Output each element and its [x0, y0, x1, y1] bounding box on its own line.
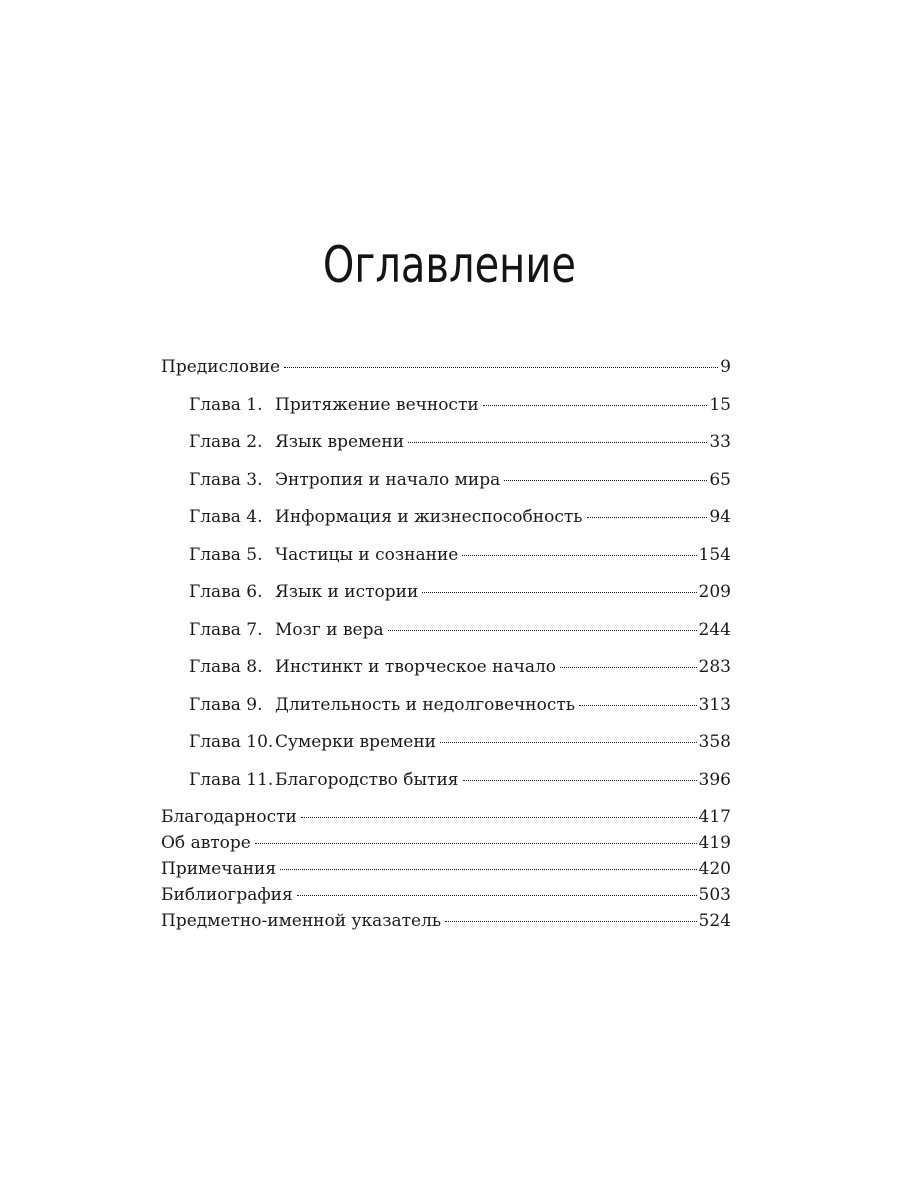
toc-entry-chapter-9[interactable] [189, 694, 731, 716]
toc-page-number: 283 [698, 657, 731, 677]
toc-entry-chapter-3[interactable] [189, 469, 731, 491]
chapter-label: Глава 5. [189, 545, 263, 565]
chapter-title: Мозг и вера [275, 620, 384, 640]
toc-page-number: 313 [698, 695, 731, 715]
chapter-title: Инстинкт и творческое начало [275, 657, 557, 677]
toc-page-number: 417 [698, 807, 731, 827]
chapter-title: Благородство бытия [275, 770, 459, 790]
dot-leader [422, 591, 696, 593]
toc-page-number: 396 [698, 770, 731, 790]
toc-page-number: 154 [698, 545, 731, 565]
dot-leader [462, 554, 696, 556]
toc-entry-preface[interactable] [161, 356, 731, 378]
dot-leader [445, 920, 696, 922]
toc-entry-text: Об авторе [161, 833, 251, 853]
toc-entry-chapter-7[interactable] [189, 619, 731, 641]
dot-leader [297, 894, 697, 896]
chapter-title: Притяжение вечности [275, 395, 479, 415]
toc-page-number: 65 [709, 470, 731, 490]
dot-leader [483, 404, 708, 406]
toc-page-number: 419 [698, 833, 731, 853]
dot-leader [284, 366, 718, 368]
toc-entry-text: Примечания [161, 859, 277, 879]
dot-leader [301, 816, 697, 818]
page-title: Оглавление [322, 236, 576, 294]
toc-entry-notes[interactable] [161, 858, 731, 880]
chapter-title: Длительность и недолговечность [275, 695, 576, 715]
chapter-title: Энтропия и начало мира [275, 470, 501, 490]
toc-page-number: 94 [709, 507, 731, 527]
dot-leader [440, 741, 697, 743]
chapter-label: Глава 11. [189, 770, 274, 790]
toc-entry-chapter-8[interactable] [189, 656, 731, 678]
chapter-label: Глава 9. [189, 695, 263, 715]
toc-entry-chapter-1[interactable] [189, 394, 731, 416]
chapter-label: Глава 3. [189, 470, 263, 490]
chapter-label: Глава 10. [189, 732, 274, 752]
toc-page-number: 358 [698, 732, 731, 752]
dot-leader [280, 868, 696, 870]
dot-leader [560, 666, 697, 668]
chapter-title: Язык и истории [275, 582, 419, 602]
toc-entry-text: Библиография [161, 885, 293, 905]
toc-page-number: 420 [698, 859, 731, 879]
chapter-label: Глава 8. [189, 657, 263, 677]
dot-leader [388, 629, 697, 631]
chapter-title: Сумерки времени [275, 732, 436, 752]
toc-page-number: 503 [698, 885, 731, 905]
chapter-title: Информация и жизнеспособность [275, 507, 583, 527]
toc-page-number: 524 [698, 911, 731, 931]
toc-entry-text: Предисловие [161, 357, 281, 377]
chapter-title: Частицы и сознание [275, 545, 459, 565]
toc-entry-text: Благодарности [161, 807, 297, 827]
toc-entry-bibliography[interactable] [161, 884, 731, 906]
dot-leader [255, 842, 697, 844]
chapter-title: Язык времени [275, 432, 405, 452]
chapter-label: Глава 2. [189, 432, 263, 452]
chapter-label: Глава 6. [189, 582, 263, 602]
dot-leader [587, 516, 708, 518]
toc-entry-acknowledgments[interactable] [161, 806, 731, 828]
toc-entry-chapter-4[interactable] [189, 506, 731, 528]
toc-entry-chapter-10[interactable] [189, 731, 731, 753]
toc-page-number: 209 [698, 582, 731, 602]
toc-entry-chapter-5[interactable] [189, 544, 731, 566]
dot-leader [579, 704, 697, 706]
toc-entry-index[interactable] [161, 910, 731, 932]
toc-page-number: 33 [709, 432, 731, 452]
toc-page-number: 15 [709, 395, 731, 415]
chapter-label: Глава 1. [189, 395, 263, 415]
chapter-label: Глава 4. [189, 507, 263, 527]
chapter-label: Глава 7. [189, 620, 263, 640]
dot-leader [463, 779, 697, 781]
toc-entry-text: Предметно-именной указатель [161, 911, 442, 931]
dot-leader [408, 441, 707, 443]
toc-entry-chapter-11[interactable] [189, 769, 731, 791]
toc-entry-about-author[interactable] [161, 832, 731, 854]
dot-leader [504, 479, 707, 481]
toc-page-number: 9 [720, 357, 731, 377]
toc-entry-chapter-2[interactable] [189, 431, 731, 453]
toc-entry-chapter-6[interactable] [189, 581, 731, 603]
toc-page-number: 244 [698, 620, 731, 640]
